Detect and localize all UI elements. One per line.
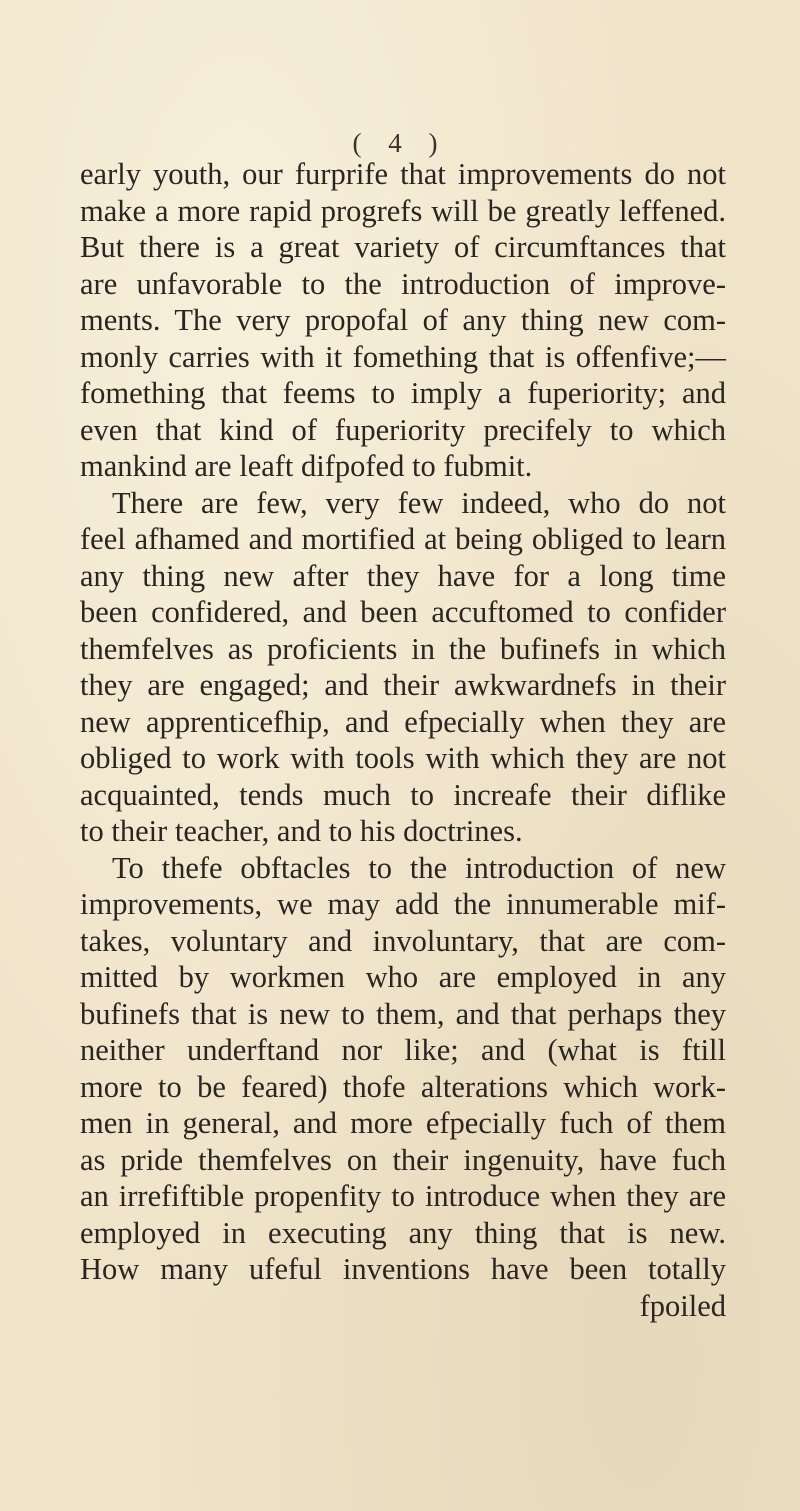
text-line: make a more rapid progrefs will be greatly leffened. [80, 193, 726, 228]
paragraph-end-line: to their teacher, and to his doctrines. [80, 814, 523, 848]
catchword: fpoiled [639, 1288, 726, 1323]
text-line: any thing new after they have for a long time [80, 558, 726, 593]
text-line: mitted by workmen who are employed in any [80, 960, 726, 994]
text-line: takes, voluntary and involuntary, that are com- [80, 923, 726, 958]
text-line: How many ufeful inventions have been totally [80, 1252, 726, 1286]
text-line: they are engaged; and their awkwardnefs in their [80, 668, 726, 702]
text-line: fomething that feems to imply a fuperiority; and [80, 376, 726, 410]
text-line: as pride themfelves on their ingenuity, have fuch [80, 1142, 726, 1177]
paragraph-start-line: To thefe obftacles to the introduction of new [112, 850, 726, 885]
text-line: early youth, our furprife that improvements do not [80, 157, 726, 191]
text-line: But there is a great variety of circumftances that [80, 230, 726, 264]
body-text [80, 156, 726, 1324]
text-line: acquainted, tends much to increafe their diflike [80, 777, 726, 812]
text-line: obliged to work with tools with which they are not [80, 741, 726, 775]
text-line: bufinefs that is new to them, and that perhaps they [80, 996, 726, 1031]
page-number: ( 4 ) [352, 128, 448, 158]
text-line: been confidered, and been accuftomed to confider [80, 595, 726, 629]
text-line: are unfavorable to the introduction of improve- [80, 266, 726, 301]
text-line: an irrefiftible propenfity to introduce when they are [80, 1179, 726, 1213]
text-line: men in general, and more efpecially fuch of them [80, 1106, 726, 1140]
paragraph-end-line: mankind are leaft difpofed to fubmit. [80, 449, 533, 483]
text-line: monly carries with it fomething that is offenfive;— [80, 339, 726, 374]
text-line: more to be feared) thofe alterations which work- [80, 1069, 726, 1104]
text-line: new apprenticefhip, and efpecially when they are [80, 704, 726, 739]
paragraph-start-line: There are few, very few indeed, who do not [112, 485, 726, 520]
text-line: improvements, we may add the innumerable mif- [80, 887, 726, 921]
text-line: ments. The very propofal of any thing new com- [80, 303, 726, 337]
text-line: feel afhamed and mortified at being obliged to learn [80, 522, 726, 556]
text-line: even that kind of fuperiority precifely to which [80, 412, 726, 447]
text-line: themfelves as proficients in the bufinefs in which [80, 631, 726, 666]
text-line: employed in executing any thing that is new. [80, 1215, 726, 1250]
text-line: neither underftand nor like; and (what is ftill [80, 1033, 726, 1067]
